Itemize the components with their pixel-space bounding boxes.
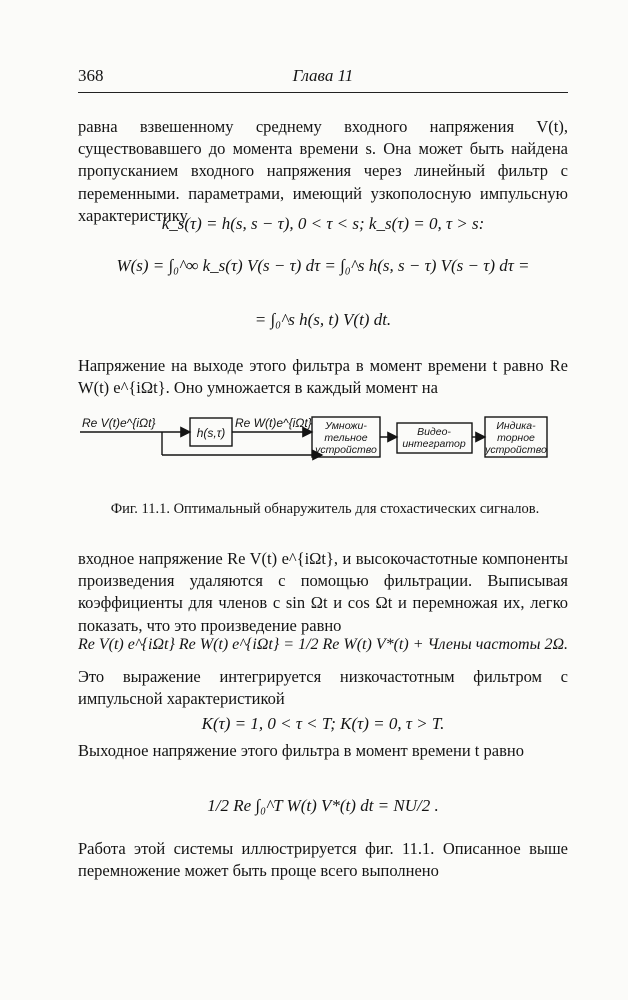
indicator-label-3: устройство — [485, 444, 547, 456]
multiplier-label-1: Умножи- — [325, 420, 367, 432]
paragraph-3: входное напряжение Re V(t) e^{iΩt}, и высокочастотные компоненты произведения удаляются с помощью фильтрации. Выписывая коэффициенты для членов с sin Ωt и cos Ωt и перемножая их, легко показать, что это произведение равно — [78, 549, 568, 635]
equation-ws-1: W(s) = ∫₀^∞ k_s(τ) V(s − τ) dτ = ∫₀^s h(s, s − τ) V(s − τ) dτ = — [116, 256, 530, 275]
page-header — [78, 66, 568, 93]
figure-11-1 — [80, 405, 570, 495]
equation-product: Re V(t) e^{iΩt} Re W(t) e^{iΩt} = 1/2 Re W(t) V*(t) + Члены частоты 2Ω. — [78, 636, 569, 653]
equation-ws-2: = ∫₀^s h(s, t) V(t) dt. — [254, 310, 392, 329]
equation-K: K(τ) = 1, 0 < τ < T; K(τ) = 0, τ > T. — [201, 714, 445, 733]
figure-caption: Фиг. 11.1. Оптимальный обнаружитель для стохастических сигналов. — [110, 501, 540, 517]
indicator-label-1: Индика- — [496, 420, 536, 432]
multiplier-label-2: тельное — [324, 432, 368, 444]
paragraph-1: равна взвешенному среднему входного напряжения V(t), существовавшего до момента времени s. Она может быть найдена пропусканием входного напряжения через линейный фильтр с переменными. параметрами, имеющий узкополосную импульсную характеристику — [78, 117, 568, 225]
indicator-label-2: торное — [497, 432, 535, 444]
page-number: 368 — [78, 66, 104, 85]
equation-output: 1/2 Re ∫₀^T W(t) V*(t) dt = NU/2 . — [207, 796, 439, 815]
block-diagram — [80, 405, 570, 495]
equation-ks: k_s(τ) = h(s, s − τ), 0 < τ < s; k_s(τ) = 0, τ > s: — [161, 214, 485, 233]
filter-label: h(s,τ) — [196, 426, 226, 440]
integrator-label-1: Видео- — [417, 426, 451, 438]
paragraph-2: Напряжение на выходе этого фильтра в момент времени t равно Re W(t) e^{iΩt}. Оно умножается в каждый момент на — [78, 356, 568, 398]
paragraph-5: Выходное напряжение этого фильтра в момент времени t равно — [78, 741, 524, 760]
paragraph-6: Работа этой системы иллюстрируется фиг. 11.1. Описанное выше перемножение может быть проще всего выполнено — [78, 839, 568, 881]
chapter-title: Глава 11 — [292, 66, 354, 85]
integrator-label-2: интегратор — [402, 438, 466, 450]
filter-output-label: Re W(t)e^{iΩt} — [235, 416, 312, 430]
input-signal-label: Re V(t)e^{iΩt} — [82, 416, 156, 430]
paragraph-4: Это выражение интегрируется низкочастотным фильтром с импульсной характеристикой — [78, 667, 568, 709]
multiplier-label-3: устройство — [315, 444, 377, 456]
